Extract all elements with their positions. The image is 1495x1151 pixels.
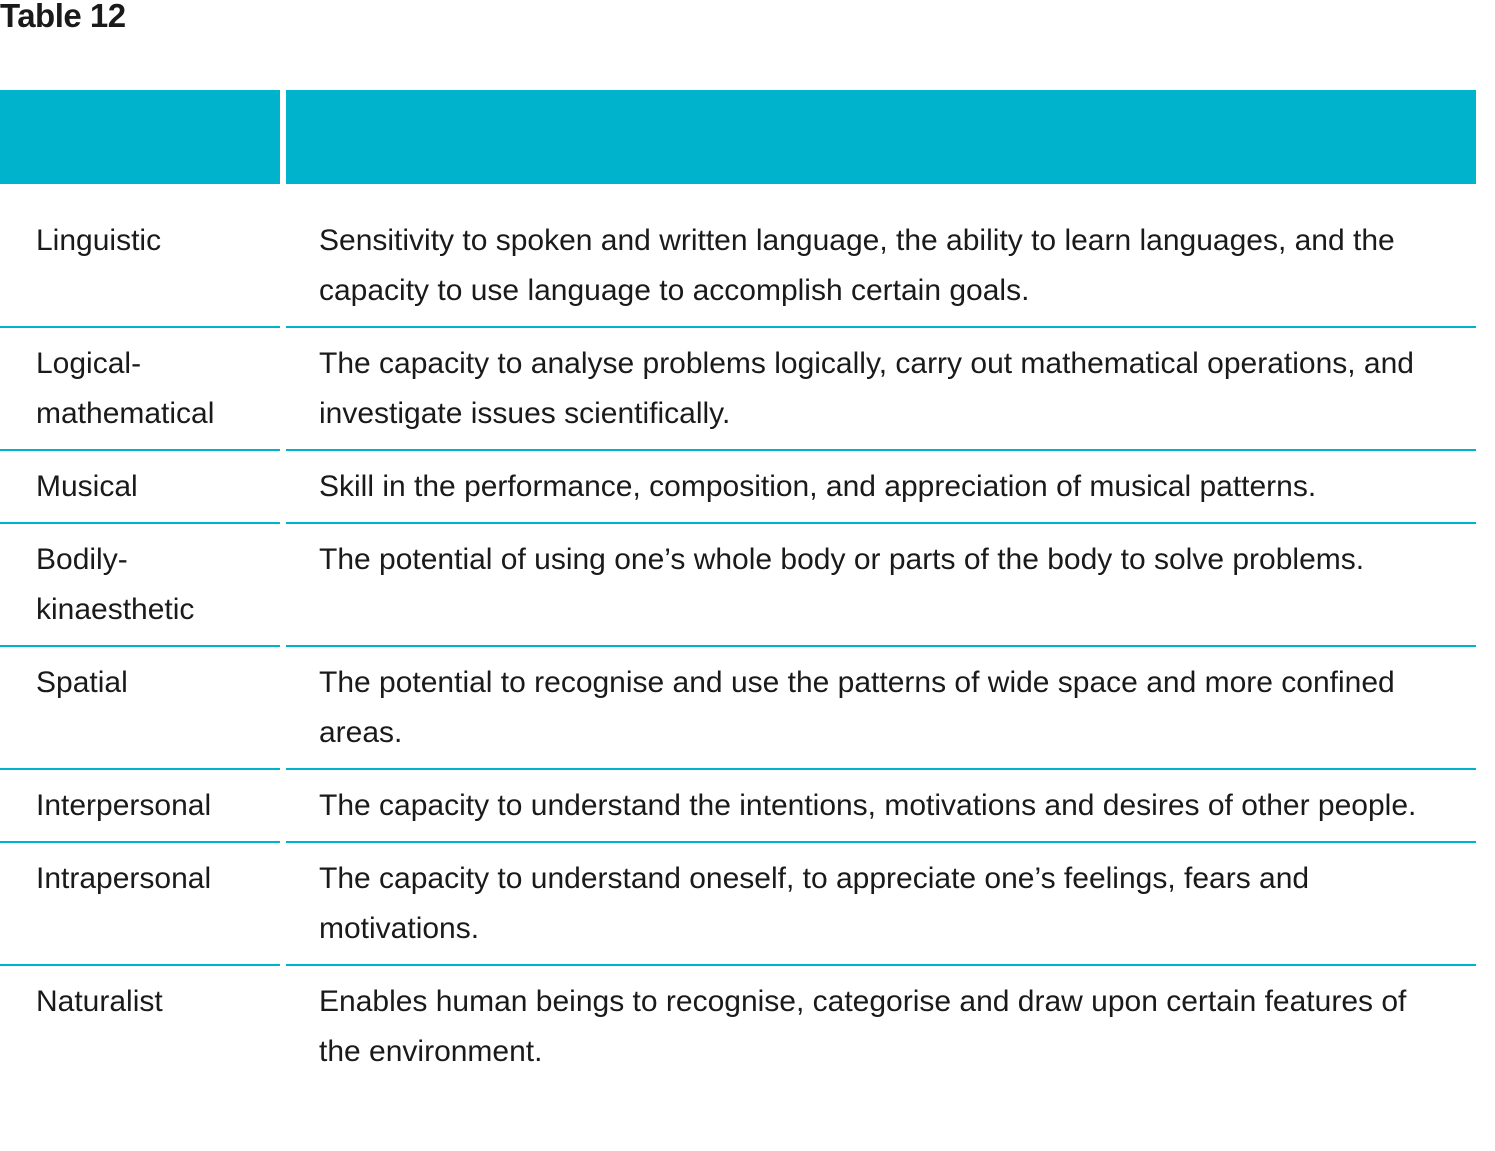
table-row — [0, 966, 1476, 1087]
intelligences-table — [0, 90, 1476, 1087]
description-cell: The capacity to understand the intentions, motivations and desires of other people. — [286, 770, 1476, 843]
intelligence-cell: Spatial — [0, 647, 280, 770]
intelligence-cell: Interpersonal — [0, 770, 280, 843]
intelligence-cell: Logical-mathematical — [0, 328, 280, 451]
description-cell: The potential of using one’s whole body or parts of the body to solve problems. — [286, 524, 1476, 647]
description-cell: The potential to recognise and use the patterns of wide space and more confined areas. — [286, 647, 1476, 770]
description-cell: Sensitivity to spoken and written language, the ability to learn languages, and the capacity to use language to accomplish certain goals. — [286, 216, 1476, 328]
table-row — [0, 216, 1476, 328]
intelligence-cell: Linguistic — [0, 216, 280, 328]
table-row — [0, 451, 1476, 524]
table-caption: Table 12 — [0, 0, 126, 34]
table-body — [0, 184, 1476, 1087]
table-row — [0, 328, 1476, 451]
description-cell: Skill in the performance, composition, and appreciation of musical patterns. — [286, 451, 1476, 524]
description-cell: The capacity to analyse problems logically, carry out mathematical operations, and investigate issues scientifically. — [286, 328, 1476, 451]
intelligence-cell: Intrapersonal — [0, 843, 280, 966]
table-row — [0, 647, 1476, 770]
description-cell: The capacity to understand oneself, to appreciate one’s feelings, fears and motivations. — [286, 843, 1476, 966]
table-row — [0, 524, 1476, 647]
table-row — [0, 770, 1476, 843]
table-row — [0, 843, 1476, 966]
header-cell-description — [286, 90, 1476, 184]
intelligence-cell: Musical — [0, 451, 280, 524]
description-cell: Enables human beings to recognise, categorise and draw upon certain features of the environment. — [319, 985, 1407, 1068]
table-header-row — [0, 90, 1476, 184]
header-cell-intelligence — [0, 90, 280, 184]
intelligence-cell: Naturalist — [36, 985, 163, 1018]
intelligence-cell: Bodily-kinaesthetic — [0, 524, 280, 647]
